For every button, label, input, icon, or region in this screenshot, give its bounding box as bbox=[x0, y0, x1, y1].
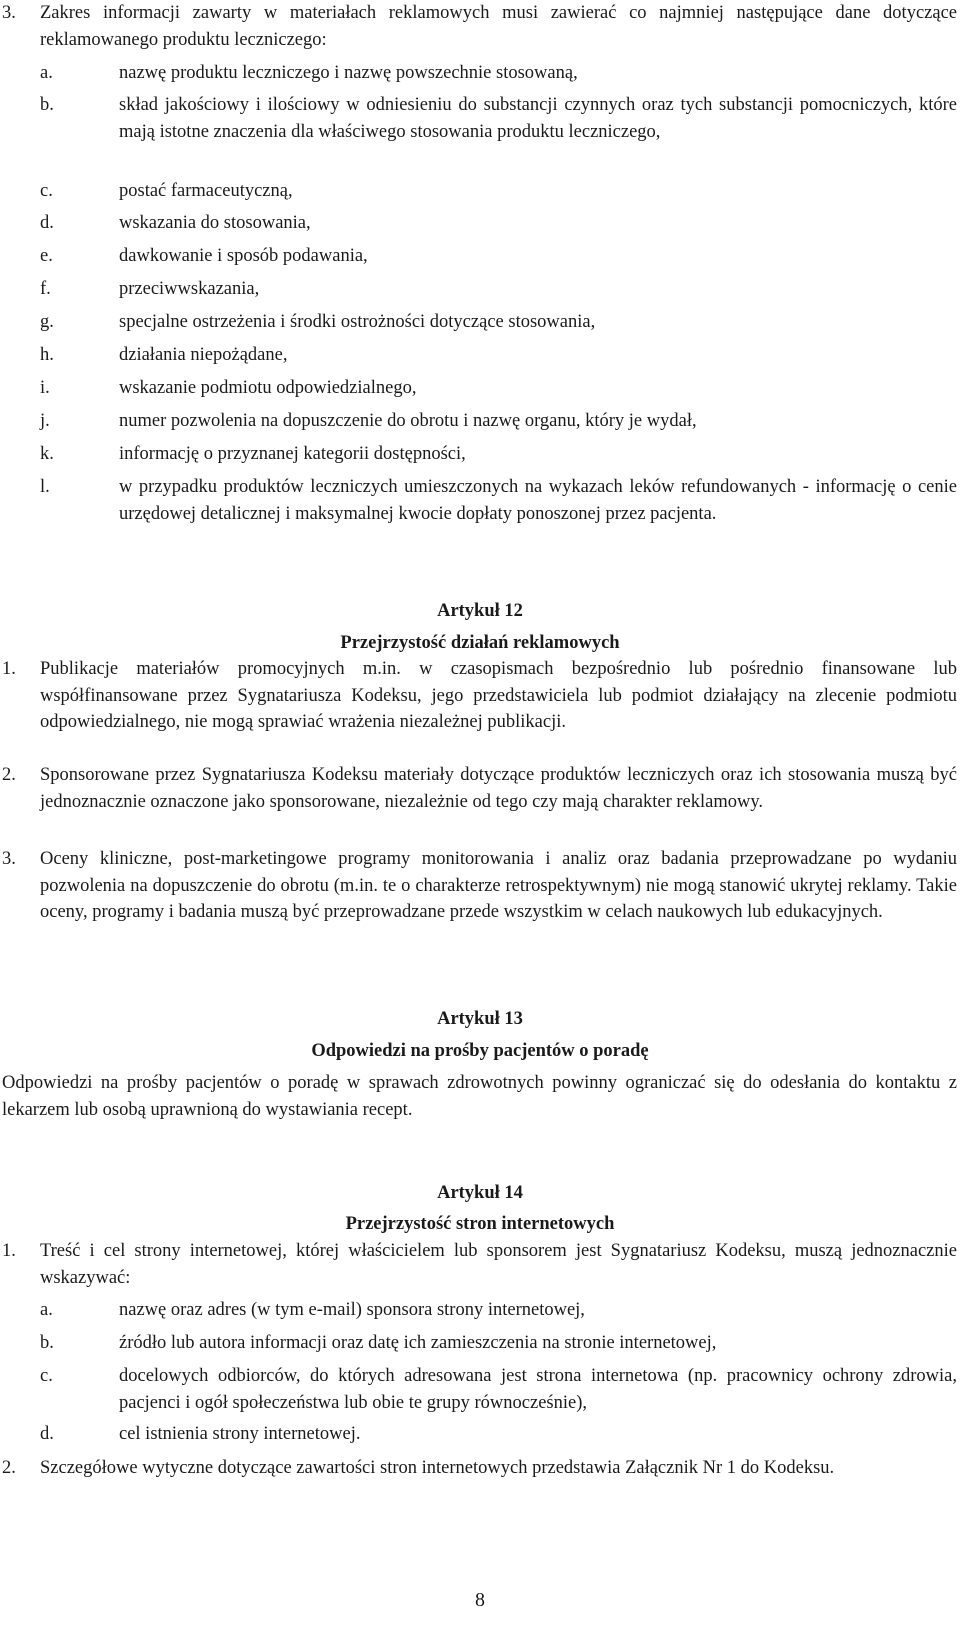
list-item: nazwę produktu leczniczego i nazwę powszechnie stosowaną, bbox=[119, 63, 578, 83]
paragraph: Zakres informacji zawarty w materiałach reklamowych musi zawierać co najmniej następujące dane dotyczące reklamowanego produktu leczniczego: bbox=[40, 3, 957, 50]
list-letter: c. bbox=[40, 1366, 53, 1386]
list-letter: a. bbox=[40, 1300, 53, 1320]
article-title: Przejrzystość działań reklamowych bbox=[340, 633, 620, 653]
list-item: wskazanie podmiotu odpowiedzialnego, bbox=[119, 378, 417, 398]
list-letter: f. bbox=[40, 279, 51, 299]
list-number: 3. bbox=[2, 849, 16, 869]
list-letter: a. bbox=[40, 63, 53, 83]
list-letter: g. bbox=[40, 312, 54, 332]
list-item: źródło lub autora informacji oraz datę ich zamieszczenia na stronie internetowej, bbox=[119, 1333, 717, 1353]
list-item: cel istnienia strony internetowej. bbox=[119, 1424, 361, 1444]
list-letter: b. bbox=[40, 95, 54, 115]
list-item: w przypadku produktów leczniczych umieszczonych na wykazach leków refundowanych - informację o cenie urzędowej detalicznej i maksymalnej kwocie dopłaty ponoszonej przez pacjenta. bbox=[119, 477, 957, 524]
list-item: przeciwwskazania, bbox=[119, 279, 260, 299]
list-item: nazwę oraz adres (w tym e-mail) sponsora strony internetowej, bbox=[119, 1300, 585, 1320]
paragraph: Publikacje materiałów promocyjnych m.in. w czasopismach bezpośrednio lub pośrednio finansowane lub współfinansowane przez Sygnatariusza Kodeksu, jego przedstawiciela lub podmiot działający na zlecenie podmiotu odpowiedzialnego, nie mogą sprawiać wrażenia niezależnej publikacji. bbox=[40, 659, 957, 732]
list-item: numer pozwolenia na dopuszczenie do obrotu i nazwę organu, który je wydał, bbox=[119, 411, 697, 431]
list-number: 2. bbox=[2, 765, 16, 785]
list-letter: i. bbox=[40, 378, 50, 398]
list-item: dawkowanie i sposób podawania, bbox=[119, 246, 368, 266]
article-title: Przejrzystość stron internetowych bbox=[345, 1214, 615, 1234]
list-number: 3. bbox=[2, 3, 16, 23]
paragraph: Sponsorowane przez Sygnatariusza Kodeksu materiały dotyczące produktów leczniczych oraz ich stosowania muszą być jednoznacznie oznaczone jako sponsorowane, niezależnie od tego czy mają charakter reklamowy. bbox=[40, 765, 957, 812]
list-letter: j. bbox=[40, 411, 50, 431]
list-letter: b. bbox=[40, 1333, 54, 1353]
paragraph: Odpowiedzi na prośby pacjentów o poradę w sprawach zdrowotnych powinny ograniczać się do odesłania do kontaktu z lekarzem lub osobą uprawnioną do wystawiania recept. bbox=[2, 1073, 957, 1120]
list-item: wskazania do stosowania, bbox=[119, 213, 311, 233]
list-letter: d. bbox=[40, 213, 54, 233]
list-letter: e. bbox=[40, 246, 53, 266]
list-letter: c. bbox=[40, 181, 53, 201]
article-heading: Artykuł 14 bbox=[437, 1183, 523, 1203]
list-item: działania niepożądane, bbox=[119, 345, 288, 365]
article-heading: Artykuł 12 bbox=[437, 601, 523, 621]
list-number: 1. bbox=[2, 1241, 16, 1261]
list-letter: d. bbox=[40, 1424, 54, 1444]
list-number: 2. bbox=[2, 1458, 16, 1478]
article-heading: Artykuł 13 bbox=[437, 1009, 523, 1029]
page-number: 8 bbox=[475, 1589, 485, 1611]
paragraph: Treść i cel strony internetowej, której właścicielem lub sponsorem jest Sygnatariusz Kodeksu, muszą jednoznacznie wskazywać: bbox=[40, 1241, 957, 1288]
list-item: docelowych odbiorców, do których adresowana jest strona internetowa (np. pracownicy ochrony zdrowia, pacjenci i ogół społeczeństwa lub obie te grupy równocześnie), bbox=[119, 1366, 957, 1413]
list-letter: h. bbox=[40, 345, 54, 365]
paragraph: Szczegółowe wytyczne dotyczące zawartości stron internetowych przedstawia Załącznik Nr 1 do Kodeksu. bbox=[40, 1458, 835, 1478]
paragraph: Oceny kliniczne, post-marketingowe programy monitorowania i analiz oraz badania przeprowadzane po wydaniu pozwolenia na dopuszczenie do obrotu (m.in. te o charakterze retrospektywnym) nie mogą stanowić ukrytej reklamy. Takie oceny, programy i badania muszą być przeprowadzane przede wszystkim w celach naukowych lub edukacyjnych. bbox=[40, 849, 957, 922]
article-title: Odpowiedzi na prośby pacjentów o poradę bbox=[311, 1041, 649, 1061]
list-letter: k. bbox=[40, 444, 54, 464]
list-number: 1. bbox=[2, 659, 16, 679]
list-item: specjalne ostrzeżenia i środki ostrożności dotyczące stosowania, bbox=[119, 312, 596, 332]
list-item: postać farmaceutyczną, bbox=[119, 181, 293, 201]
list-item: informację o przyznanej kategorii dostępności, bbox=[119, 444, 466, 464]
list-letter: l. bbox=[40, 477, 50, 497]
list-item: skład jakościowy i ilościowy w odniesieniu do substancji czynnych oraz tych substancji pomocniczych, które mają istotne znaczenia dla właściwego stosowania produktu leczniczego, bbox=[119, 95, 957, 142]
